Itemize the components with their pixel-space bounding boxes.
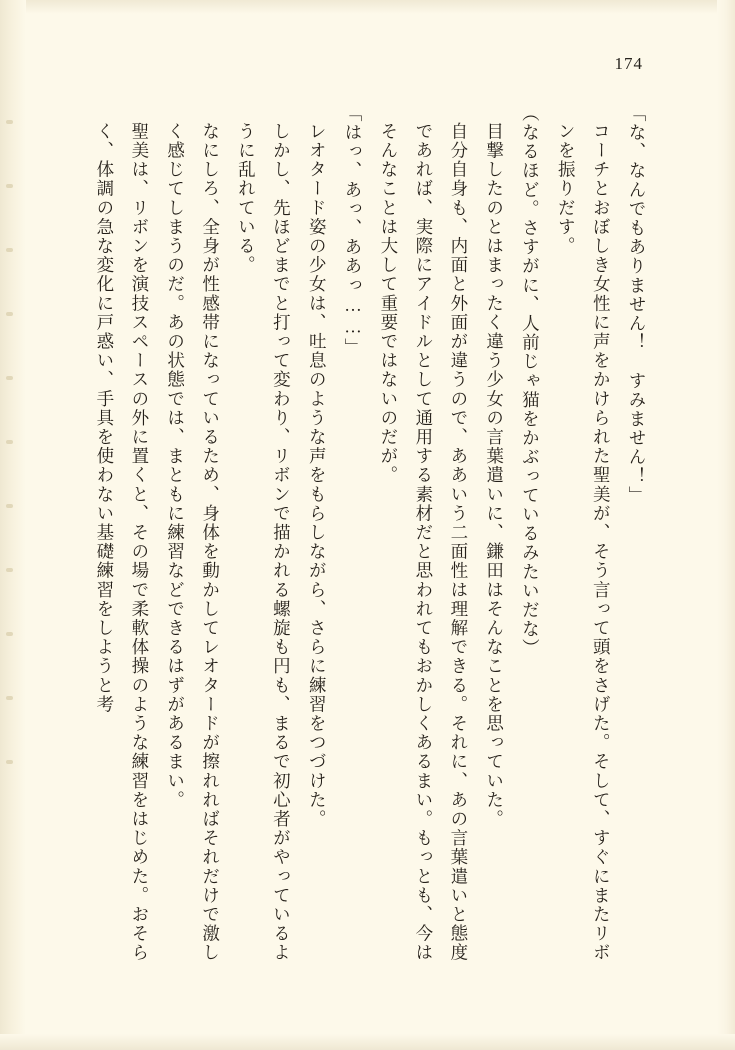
paragraph: 「はっ、あっ、ああっ……」 (343, 104, 364, 358)
paragraph: （なるほど。さすがに、人前じゃ猫をかぶっているみたいだな） (520, 104, 541, 658)
paragraph: 自分自身も、内面と外面が違うので、ああいう二面性は理解できる。それに、あの言葉遣いと態度であれば、実際にアイドルとして通用する素材だと思われてもおかしくあるまい。もっとも、今はそんなことは大して重要ではないのだが。 (378, 122, 469, 963)
page-edge-right (717, 0, 735, 1050)
paragraph: 目撃したのとはまったく違う少女の言葉遣いに、鎌田はそんなことを思っていた。 (484, 122, 505, 829)
page-body-text (86, 104, 654, 974)
paragraph: レオタード姿の少女は、吐息のような声をもらしながら、さらに練習をつづけた。 (307, 122, 328, 829)
paragraph: 聖美は、リボンを演技スペースの外に置くと、その場で柔軟体操のような練習をはじめた。おそらく、体調の急な変化に戸惑い、手具を使わない基礎練習をしようと考 (94, 122, 150, 963)
paragraph: しかし、先ほどまでと打って変わり、リボンで描かれる螺旋も円も、まるで初心者がやっているように乱れている。 (236, 122, 292, 963)
paragraph: コーチとおぼしき女性に声をかけられた聖美が、そう言って頭をさげた。そして、すぐにまたリボンを振りだす。 (556, 122, 612, 963)
page-edge-top (0, 0, 735, 14)
paragraph: なにしろ、全身が性感帯になっているため、身体を動かしてレオタードが擦れればそれだけで激しく感じてしまうのだ。あの状態では、まともに練習などできるはずがあるまい。 (165, 122, 221, 963)
page-number: 174 (614, 54, 643, 73)
page-edge-bottom (0, 1034, 735, 1050)
paragraph: 「な、なんでもありません！ すみません！」 (627, 104, 647, 506)
binding-marks (6, 120, 18, 940)
